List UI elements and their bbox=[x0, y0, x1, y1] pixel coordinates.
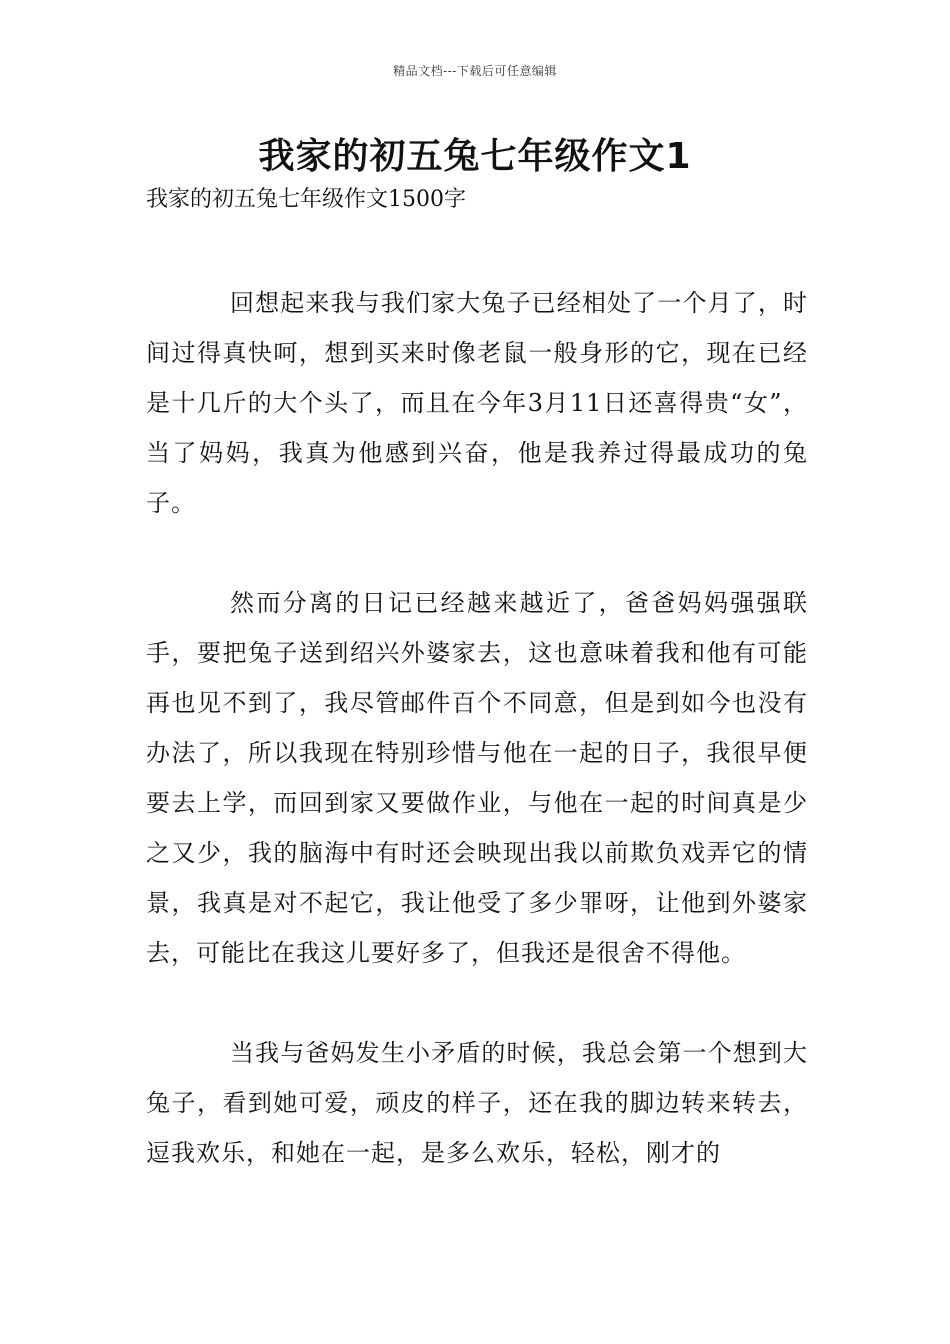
header-note: 精品文档---下载后可任意编辑 bbox=[393, 64, 557, 78]
document-body bbox=[146, 278, 808, 1228]
document-subtitle: 我家的初五兔七年级作文1500字 bbox=[146, 187, 466, 212]
paragraph-2: 然而分离的日记已经越来越近了，爸爸妈妈强强联手，要把兔子送到绍兴外婆家去，这也意味着我和他有可能再也见不到了，我尽管邮件百个不同意，但是到如今也没有办法了，所以我现在特别珍惜与他在一起的日子，我很早便要去上学，而回到家又要做作业，与他在一起的时间真是少之又少，我的脑海中有时还会映现出我以前欺负戏弄它的情景，我真是对不起它，我让他受了多少罪呀，让他到外婆家去，可能比在我这儿要好多了，但我还是很舍不得他。 bbox=[146, 589, 808, 967]
paragraph-3: 当我与爸妈发生小矛盾的时候，我总会第一个想到大兔子，看到她可爱，顽皮的样子，还在我的脚边转来转去，逗我欢乐，和她在一起，是多么欢乐，轻松，刚才的 bbox=[146, 1039, 808, 1167]
document-title: 我家的初五兔七年级作文1 bbox=[258, 136, 692, 177]
paragraph-1: 回想起来我与我们家大兔子已经相处了一个月了，时间过得真快呵，想到买来时像老鼠一般身形的它，现在已经是十几斤的大个头了，而且在今年3月11日还喜得贵“女”，当了妈妈，我真为他感到兴奋，他是我养过得最成功的兔子。 bbox=[146, 289, 808, 517]
